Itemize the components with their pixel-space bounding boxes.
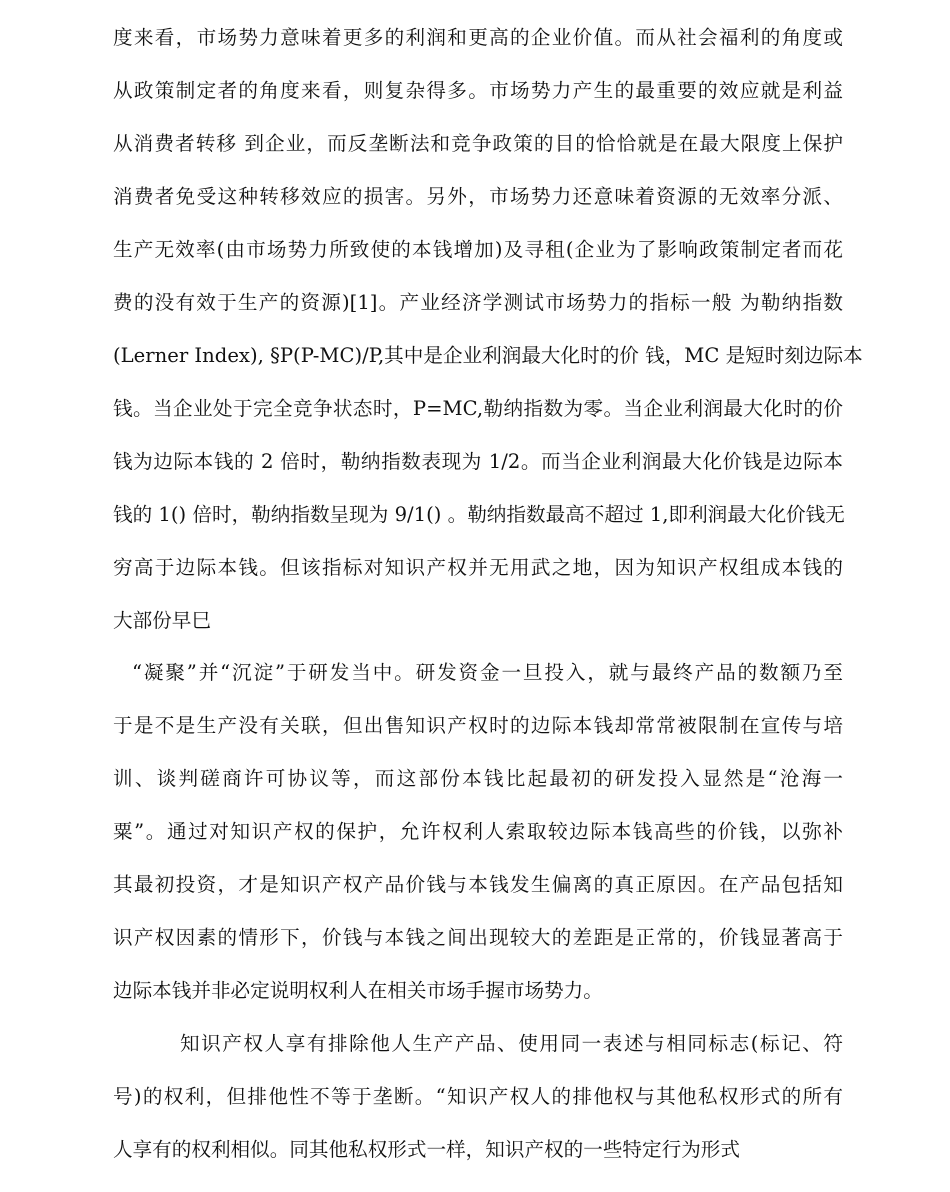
paragraph-line: 费的没有效于生产的资源)[1]。产业经济学测试市场势力的指标一般 为勒纳指数: [113, 291, 843, 314]
paragraph-line: 度来看，市场势力意味着更多的利润和更高的企业价值。而从社会福利的角度或: [113, 26, 843, 49]
paragraph-line: 生产无效率(由市场势力所致使的本钱增加)及寻租(企业为了影响政策制定者而花: [113, 238, 843, 261]
paragraph-line: 边际本钱并非必定说明权利人在相关市场手握市场势力。: [113, 979, 603, 1002]
paragraph-line: 人享有的权利相似。同其他私权形式一样，知识产权的一些特定行为形式: [113, 1138, 740, 1161]
paragraph-line: 识产权因素的情形下，价钱与本钱之间出现较大的差距是正常的，价钱显著高于: [113, 926, 843, 949]
paragraph-line: 钱的 1() 倍时，勒纳指数呈现为 9/1() 。勒纳指数最高不超过 1,即利润最大化价钱无: [113, 503, 845, 526]
paragraph-line: 知识产权人享有排除他人生产产品、使用同一表述与相同标志(标记、符: [180, 1032, 843, 1055]
paragraph-line: 穷高于边际本钱。但该指标对知识产权并无用武之地，因为知识产权组成本钱的: [113, 556, 843, 579]
paragraph-line: 粟”。通过对知识产权的保护，允许权利人索取较边际本钱高些的价钱，以弥补: [113, 820, 843, 843]
paragraph-line: 从政策制定者的角度来看，则复杂得多。市场势力产生的最重要的效应就是利益: [113, 79, 843, 102]
paragraph-line: 其最初投资，才是知识产权产品价钱与本钱发生偏离的真正原因。在产品包括知: [113, 873, 843, 896]
paragraph-line: 训、谈判磋商许可协议等，而这部份本钱比起最初的研发投入显然是“沧海一: [113, 767, 843, 790]
paragraph-line: 消费者免受这种转移效应的损害。另外，市场势力还意味着资源的无效率分派、: [113, 185, 843, 208]
paragraph-line: 钱为边际本钱的 2 倍时，勒纳指数表现为 1/2。而当企业利润最大化价钱是边际本: [113, 450, 843, 473]
paragraph-line: “凝聚”并“沉淀”于研发当中。研发资金一旦投入，就与最终产品的数额乃至: [132, 661, 843, 684]
paragraph-line: 号)的权利，但排他性不等于垄断。“知识产权人的排他权与其他私权形式的所有: [113, 1085, 843, 1108]
paragraph-line: (Lerner Index), §P(P-MC)/P,其中是企业利润最大化时的价 钱，MC 是短时刻边际本: [113, 344, 863, 367]
paragraph-line: 钱。当企业处于完全竞争状态时，P=MC,勒纳指数为零。当企业利润最大化时的价: [113, 397, 843, 420]
paragraph-line: 大部份早巳: [113, 609, 211, 632]
paragraph-line: 从消费者转移 到企业，而反垄断法和竞争政策的目的恰恰就是在最大限度上保护: [113, 132, 843, 155]
paragraph-line: 于是不是生产没有关联，但出售知识产权时的边际本钱却常常被限制在宣传与培: [113, 714, 843, 737]
